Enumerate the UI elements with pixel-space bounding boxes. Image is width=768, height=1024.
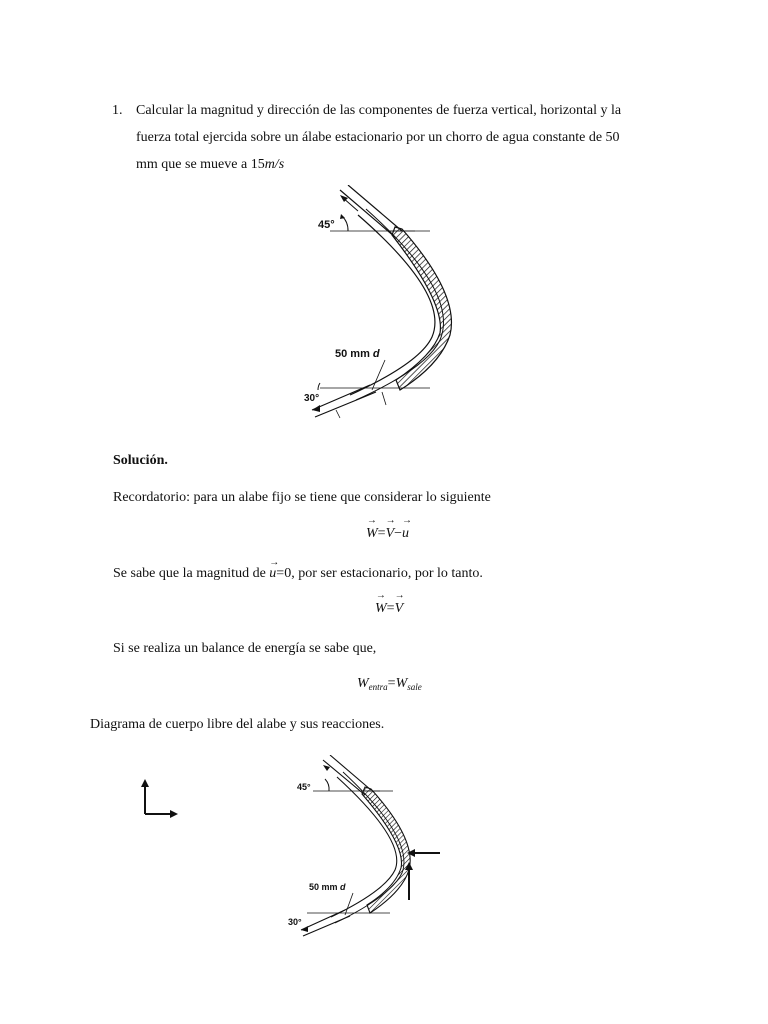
speed-unit: m/s <box>264 157 285 172</box>
fbd-angle-top-label: 45° <box>297 782 311 792</box>
problem-line-1: Calcular la magnitud y dirección de las componentes de fuerza vertical, horizontal y la <box>136 103 622 118</box>
problem-number: 1. <box>112 103 123 118</box>
reminder-text: Recordatorio: para un alabe fijo se tiene que considerar lo siguiente <box>113 490 491 505</box>
diameter-symbol: d <box>372 348 380 360</box>
diameter-label: 50 mm <box>335 348 370 360</box>
energy-balance-text: Si se realiza un balance de energía se sabe que, <box>113 641 377 656</box>
angle-bottom-label: 30° <box>304 393 320 404</box>
fbd-diameter-symbol: d <box>340 882 346 892</box>
speed-value: 15 <box>250 157 265 172</box>
equation-energy: $W_{entra}=W_{sale}$ <box>357 676 422 692</box>
fbd-angle-bottom-label: 30° <box>288 917 302 927</box>
fbd-diameter-label: 50 mm <box>309 882 338 892</box>
vane-diagram <box>290 185 480 420</box>
angle-top-label: 45° <box>318 219 335 231</box>
svg-text:50 mm d <box>309 882 346 892</box>
solution-heading: Solución. <box>113 453 168 468</box>
problem-line-3: mm que se mueve a 15m/s <box>136 157 285 172</box>
equation-w-v-u: → W=→ V−→ u <box>366 526 409 542</box>
problem-line-2: fuerza total ejercida sobre un álabe estacionario por un chorro de agua constante de 50 <box>136 130 620 145</box>
problem-statement <box>136 97 666 178</box>
axes-icon <box>138 778 180 820</box>
diagram-caption: Diagrama de cuerpo libre del alabe y sus reacciones. <box>90 717 385 732</box>
svg-text:50 mm d <box>335 348 380 360</box>
stationary-text: Se sabe que la magnitud de → u=0, por ser estacionario, por lo tanto. <box>113 560 483 587</box>
free-body-diagram <box>285 755 455 940</box>
equation-w-v: → W=→ V <box>375 601 403 617</box>
